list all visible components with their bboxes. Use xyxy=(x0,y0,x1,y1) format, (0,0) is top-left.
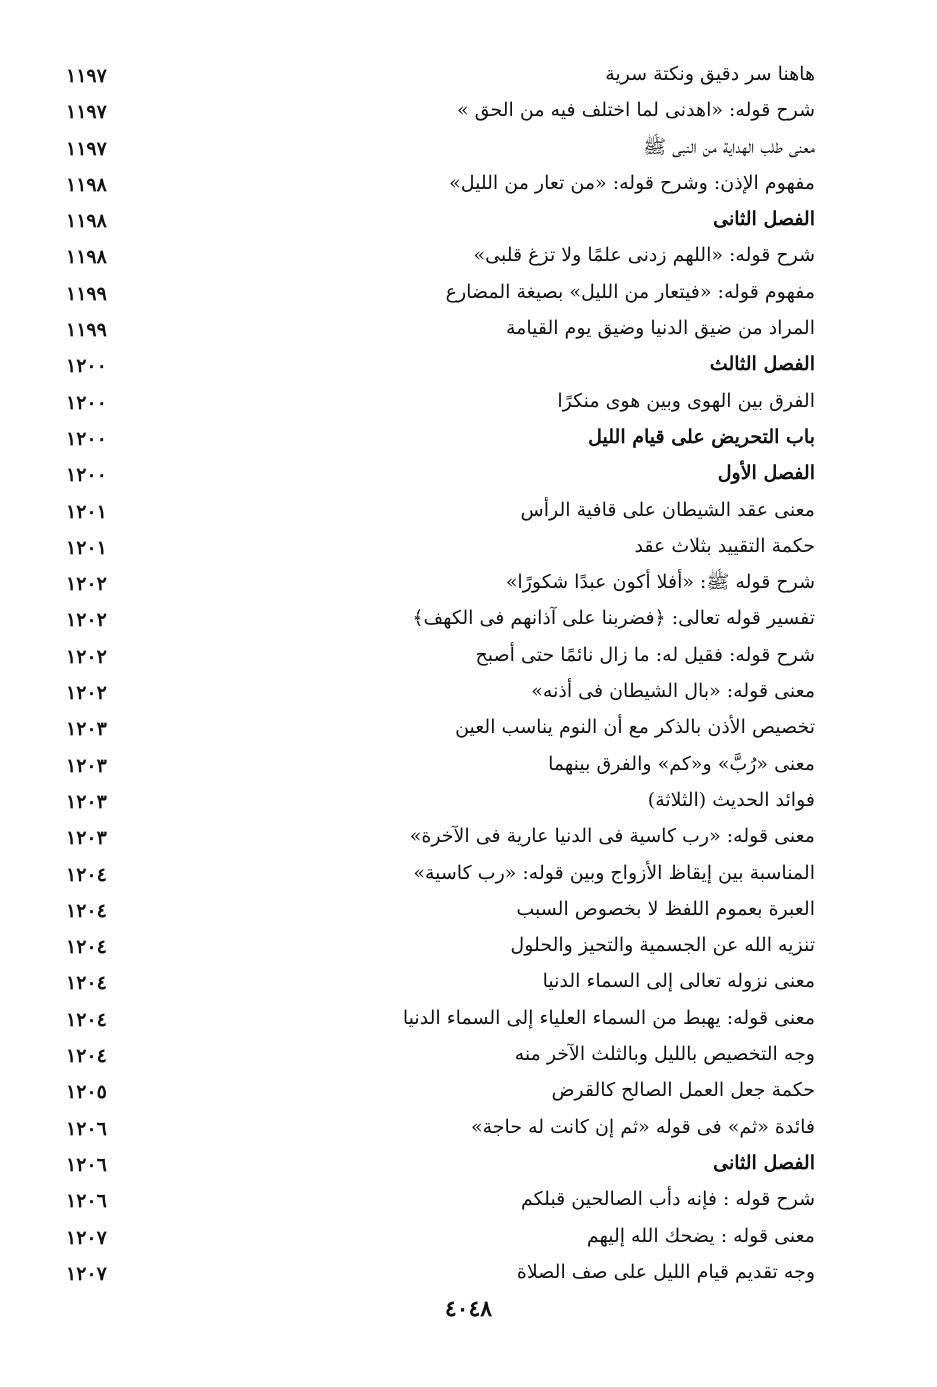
toc-entry xyxy=(0,421,937,457)
entry-title: وجه تقديم قيام الليل على صف الصلاة xyxy=(516,1260,815,1283)
entry-page-number: ١٢٠٢ xyxy=(66,609,107,632)
entry-title: تخصيص الأذن بالذكر مع أن النوم يناسب العين xyxy=(455,716,815,739)
entry-page-number: ١٢٠٠ xyxy=(66,464,107,487)
entry-title: شرح قوله: فقيل له: ما زال نائمًا حتى أصبح xyxy=(475,643,815,666)
toc-entry xyxy=(0,239,937,275)
toc-entry xyxy=(0,929,937,965)
entry-page-number: ١١٩٨ xyxy=(66,210,107,233)
entry-page-number: ١٢٠٤ xyxy=(66,899,107,922)
toc-entry xyxy=(0,312,937,348)
entry-page-number: ١٢٠١ xyxy=(66,500,107,523)
entry-title: الفرق بين الهوى وبين هوى منكرًا xyxy=(557,389,815,412)
entry-title: شرح قوله : فإنه دأب الصالحين قبلكم xyxy=(521,1188,815,1211)
toc-entry xyxy=(0,1111,937,1147)
toc-entry xyxy=(0,784,937,820)
toc-entry xyxy=(0,1147,937,1183)
entry-title: هاهنا سر دقيق ونكتة سرية xyxy=(605,63,815,85)
entry-title: معنى «رُبَّ» و«كم» والفرق بينهما xyxy=(548,752,815,775)
toc-entry xyxy=(0,348,937,384)
toc-entry xyxy=(0,1183,937,1219)
entry-page-number: ١٢٠٧ xyxy=(66,1226,107,1249)
toc-entry xyxy=(0,276,937,312)
entry-title: معنى قوله: يهبط من السماء العلياء إلى السماء الدنيا xyxy=(402,1006,815,1029)
entry-title: شرح قوله: «اهدنى لما اختلف فيه من الحق » xyxy=(456,99,815,122)
entry-title: معنى قوله: «بال الشيطان فى أذنه» xyxy=(531,680,815,703)
entry-title: وجه التخصيص بالليل وبالثلث الآخر منه xyxy=(514,1043,815,1066)
entry-page-number: ١١٩٧ xyxy=(66,101,107,124)
entry-page-number: ١٢٠٢ xyxy=(66,645,107,668)
entry-page-number: ١٢٠٤ xyxy=(66,1008,107,1031)
entry-title: شرح قوله ﷺ: «أفلا أكون عبدًا شكورًا» xyxy=(505,571,815,594)
toc-entry xyxy=(0,820,937,856)
entry-title: مفهوم الإذن: وشرح قوله: «من تعار من الليل» xyxy=(449,171,815,194)
toc-entry xyxy=(0,1074,937,1110)
entry-title: مفهوم قوله: «فيتعار من الليل» بصيغة المضارع xyxy=(445,280,815,303)
entry-page-number: ١٢٠٣ xyxy=(66,790,107,813)
toc-entry xyxy=(0,893,937,929)
entry-title: معنى طلب الهداية من النبى ﷺ xyxy=(643,135,815,158)
toc-entry xyxy=(0,857,937,893)
entry-page-number: ١٢٠٦ xyxy=(66,1190,107,1213)
entry-page-number: ١٢٠١ xyxy=(66,536,107,559)
toc-entry xyxy=(0,58,937,94)
entry-page-number: ١٢٠٢ xyxy=(66,573,107,596)
entry-title: تنزيه الله عن الجسمية والتحيز والحلول xyxy=(510,934,815,957)
entry-title: حكمة جعل العمل الصالح كالقرض xyxy=(551,1079,815,1102)
entry-page-number: ١١٩٧ xyxy=(66,65,107,87)
entry-page-number: ١٢٠٧ xyxy=(66,1262,107,1285)
entry-page-number: ١٢٠٣ xyxy=(66,718,107,741)
entry-page-number: ١١٩٨ xyxy=(66,246,107,269)
entry-title: المناسبة بين إيقاظ الأزواج وبين قوله: «رب كاسية» xyxy=(413,861,815,884)
toc-entry xyxy=(0,711,937,747)
toc-entry xyxy=(0,1256,937,1292)
toc-entry xyxy=(0,602,937,638)
toc-entry xyxy=(0,965,937,1001)
section-heading: باب التحريض على قيام الليل xyxy=(588,425,815,448)
entry-page-number: ١١٩٩ xyxy=(66,282,107,305)
entry-page-number: ١٢٠٠ xyxy=(66,427,107,450)
toc-entry xyxy=(0,494,937,530)
entry-title: المراد من ضيق الدنيا وضيق يوم القيامة xyxy=(505,317,815,340)
toc-entry xyxy=(0,566,937,602)
entry-page-number: ١٢٠٤ xyxy=(66,972,107,995)
entry-title: شرح قوله: «اللهم زدنى علمًا ولا تزغ قلبى» xyxy=(473,244,815,267)
entry-page-number: ١٢٠٤ xyxy=(66,1045,107,1068)
toc-entry xyxy=(0,94,937,130)
toc-entry xyxy=(0,1002,937,1038)
entry-page-number: ١٢٠٠ xyxy=(66,355,107,378)
toc-entry xyxy=(0,748,937,784)
entry-page-number: ١٢٠٢ xyxy=(66,682,107,705)
entry-title: معنى قوله: «رب كاسية فى الدنيا عارية فى الآخرة» xyxy=(409,825,815,848)
entry-title: حكمة التقييد بثلاث عقد xyxy=(634,534,815,557)
entry-title: العبرة بعموم اللفظ لا بخصوص السبب xyxy=(516,897,815,920)
section-heading: الفصل الثانى xyxy=(713,208,815,231)
entry-title: معنى نزوله تعالى إلى السماء الدنيا xyxy=(542,970,815,993)
entry-title: معنى عقد الشيطان على قافية الرأس xyxy=(520,498,815,521)
entry-page-number: ١١٩٧ xyxy=(66,137,107,160)
entry-page-number: ١١٩٨ xyxy=(66,173,107,196)
toc-entry xyxy=(0,1220,937,1256)
toc-entry xyxy=(0,131,937,167)
toc-entry xyxy=(0,675,937,711)
entry-page-number: ١٢٠٦ xyxy=(66,1153,107,1176)
entry-page-number: ١٢٠٤ xyxy=(66,936,107,959)
entry-page-number: ١٢٠٤ xyxy=(66,863,107,886)
entry-title: معنى قوله : يضحك الله إليهم xyxy=(586,1224,815,1247)
toc-entry xyxy=(0,1038,937,1074)
table-of-contents xyxy=(0,58,937,1292)
entry-title: تفسير قوله تعالى: ﴿فضربنا على آذانهم فى الكهف﴾ xyxy=(412,607,815,630)
toc-entry xyxy=(0,385,937,421)
entry-page-number: ١٢٠٥ xyxy=(66,1081,107,1104)
toc-entry xyxy=(0,530,937,566)
entry-page-number: ١١٩٩ xyxy=(66,319,107,342)
section-heading: الفصل الأول xyxy=(717,462,815,485)
entry-title: فوائد الحديث (الثلاثة) xyxy=(647,788,815,811)
toc-entry xyxy=(0,203,937,239)
toc-entry xyxy=(0,639,937,675)
entry-page-number: ١٢٠٠ xyxy=(66,391,107,414)
section-heading: الفصل الثالث xyxy=(709,353,815,376)
section-heading: الفصل الثانى xyxy=(713,1151,815,1174)
entry-page-number: ١٢٠٦ xyxy=(66,1117,107,1140)
toc-entry xyxy=(0,457,937,493)
page-number-footer: ٤٠٤٨ xyxy=(444,1296,493,1322)
entry-page-number: ١٢٠٣ xyxy=(66,754,107,777)
toc-entry xyxy=(0,167,937,203)
entry-title: فائدة «ثم» فى قوله «ثم إن كانت له حاجة» xyxy=(470,1115,815,1138)
entry-page-number: ١٢٠٣ xyxy=(66,827,107,850)
